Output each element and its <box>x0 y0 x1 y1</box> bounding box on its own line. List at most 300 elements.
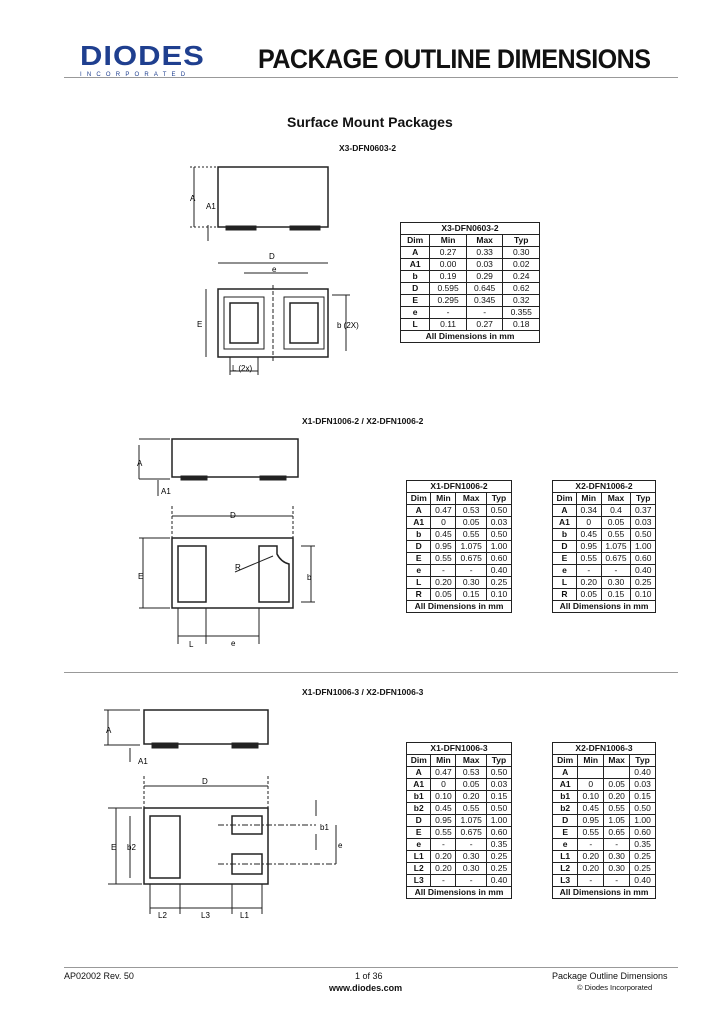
table-header-cell: Typ <box>486 755 511 767</box>
dim-cell: E <box>401 295 430 307</box>
dimension-table-x3-dfn0603-2 <box>400 222 540 343</box>
table-row <box>553 529 656 541</box>
value-cell: 0.47 <box>431 767 456 779</box>
value-cell: 0.55 <box>431 553 456 565</box>
dim-cell: b <box>553 529 577 541</box>
table-footer-row <box>401 331 540 343</box>
drawing-x1-x2-dfn1006-3 <box>100 700 350 922</box>
dim-cell: D <box>407 815 431 827</box>
dim-cell: L <box>401 319 430 331</box>
footer-page-number: 1 of 36 <box>355 971 383 981</box>
table-row <box>553 541 656 553</box>
table-row <box>401 307 540 319</box>
table-row <box>407 875 512 887</box>
logo-text: DIODES <box>80 40 205 72</box>
table-row <box>407 529 512 541</box>
value-cell: 0.50 <box>486 767 511 779</box>
value-cell: 1.05 <box>604 815 630 827</box>
value-cell: 0.03 <box>466 259 503 271</box>
value-cell: 0.20 <box>576 577 601 589</box>
table-title-row <box>401 223 540 235</box>
value-cell: - <box>431 839 456 851</box>
dim-cell: E <box>407 553 431 565</box>
value-cell: 0.47 <box>431 505 456 517</box>
value-cell: 0.295 <box>430 295 467 307</box>
label-L: L (2x) <box>232 364 253 373</box>
dimension-table-x2-dfn1006-2 <box>552 480 656 613</box>
table-title: X2-DFN1006-2 <box>553 481 656 493</box>
value-cell: 0.55 <box>576 553 601 565</box>
value-cell: 0.34 <box>576 505 601 517</box>
value-cell: 0.675 <box>601 553 631 565</box>
table-header-cell: Dim <box>407 755 431 767</box>
value-cell: 0.33 <box>466 247 503 259</box>
dim-cell: L <box>407 577 431 589</box>
value-cell: - <box>604 875 630 887</box>
dim-cell: A1 <box>407 779 431 791</box>
table-row <box>407 517 512 529</box>
footer-website-link[interactable]: www.diodes.com <box>329 983 403 993</box>
value-cell: 0.95 <box>431 815 456 827</box>
dim-cell: A <box>401 247 430 259</box>
table-row <box>553 827 656 839</box>
table-header-cell: Dim <box>553 493 577 505</box>
table-header-cell: Min <box>576 493 601 505</box>
value-cell: 0.02 <box>503 259 540 271</box>
table-row <box>407 851 512 863</box>
table-row <box>553 791 656 803</box>
label-A: A <box>106 726 112 735</box>
label-D: D <box>269 252 275 261</box>
table-header-cell: Min <box>431 493 456 505</box>
package-title-x3-dfn0603-2: X3-DFN0603-2 <box>339 143 397 153</box>
footer-doc-id: AP02002 Rev. 50 <box>64 971 134 981</box>
table-row <box>401 271 540 283</box>
value-cell: - <box>456 839 487 851</box>
value-cell: 0.55 <box>578 827 604 839</box>
table-row <box>553 553 656 565</box>
footer-doc-title: Package Outline Dimensions <box>552 971 668 981</box>
table-row <box>553 505 656 517</box>
section-rule <box>64 672 678 673</box>
value-cell: 0.55 <box>604 803 630 815</box>
table-row <box>553 851 656 863</box>
table-header-row <box>401 235 540 247</box>
table-header-cell: Dim <box>553 755 578 767</box>
value-cell: 0.40 <box>486 875 511 887</box>
value-cell: 0.19 <box>430 271 467 283</box>
value-cell: 0.15 <box>486 791 511 803</box>
value-cell: 0.675 <box>456 827 487 839</box>
value-cell: 0.25 <box>486 851 511 863</box>
label-b: b <box>307 573 312 582</box>
table-title-row <box>407 743 512 755</box>
label-L: L <box>189 640 194 649</box>
table-row <box>553 767 656 779</box>
value-cell: 0.55 <box>456 529 487 541</box>
table-title: X1-DFN1006-2 <box>407 481 512 493</box>
value-cell: 0.29 <box>466 271 503 283</box>
table-row <box>407 815 512 827</box>
value-cell: - <box>431 565 456 577</box>
dim-cell: D <box>407 541 431 553</box>
label-L2: L2 <box>158 911 167 920</box>
value-cell: 0.10 <box>431 791 456 803</box>
value-cell: 0.05 <box>601 517 631 529</box>
page-title: PACKAGE OUTLINE DIMENSIONS <box>258 44 651 74</box>
table-header-cell: Min <box>578 755 604 767</box>
value-cell: 0.25 <box>630 863 656 875</box>
value-cell: 0.345 <box>466 295 503 307</box>
value-cell: 0.05 <box>431 589 456 601</box>
value-cell: 0.25 <box>631 577 656 589</box>
value-cell: 1.075 <box>456 815 487 827</box>
value-cell: 0.45 <box>576 529 601 541</box>
dim-cell: e <box>553 565 577 577</box>
table-row <box>407 577 512 589</box>
value-cell: 0.05 <box>604 779 630 791</box>
label-A1: A1 <box>161 487 171 496</box>
value-cell: 0.65 <box>604 827 630 839</box>
dim-cell: E <box>553 827 578 839</box>
value-cell: 0.30 <box>503 247 540 259</box>
value-cell <box>604 767 630 779</box>
value-cell: 0.50 <box>486 505 511 517</box>
value-cell: 0.60 <box>486 553 511 565</box>
value-cell: 0.675 <box>456 553 487 565</box>
value-cell: 0.24 <box>503 271 540 283</box>
value-cell: 0.55 <box>456 803 487 815</box>
value-cell: 0.20 <box>578 863 604 875</box>
value-cell: 0.95 <box>576 541 601 553</box>
value-cell: - <box>578 875 604 887</box>
value-cell: 0.30 <box>456 851 487 863</box>
value-cell: - <box>576 565 601 577</box>
value-cell: 0.27 <box>430 247 467 259</box>
dim-cell: R <box>407 589 431 601</box>
drawing-x1-x2-dfn1006-2 <box>125 430 325 655</box>
value-cell: - <box>456 875 487 887</box>
dim-cell: L3 <box>553 875 578 887</box>
label-A1: A1 <box>206 202 216 211</box>
dim-cell: b <box>407 529 431 541</box>
table-row <box>407 767 512 779</box>
value-cell: 0.15 <box>601 589 631 601</box>
value-cell: 0.50 <box>630 803 656 815</box>
dim-cell: A1 <box>553 779 578 791</box>
dim-cell: b1 <box>553 791 578 803</box>
label-L1: L1 <box>240 911 249 920</box>
table-title: X1-DFN1006-3 <box>407 743 512 755</box>
table-header-cell: Typ <box>486 493 511 505</box>
value-cell: 0.4 <box>601 505 631 517</box>
value-cell: 0.15 <box>630 791 656 803</box>
value-cell: 0.40 <box>486 565 511 577</box>
value-cell: - <box>466 307 503 319</box>
value-cell: 1.00 <box>631 541 656 553</box>
dim-cell: A1 <box>407 517 431 529</box>
table-footer-row <box>407 601 512 613</box>
dim-cell: D <box>401 283 430 295</box>
table-header-cell: Typ <box>630 755 656 767</box>
value-cell: 0.03 <box>631 517 656 529</box>
value-cell: - <box>431 875 456 887</box>
table-row <box>407 541 512 553</box>
table-row <box>553 803 656 815</box>
value-cell: 0.10 <box>486 589 511 601</box>
table-row <box>401 259 540 271</box>
label-L3: L3 <box>201 911 210 920</box>
value-cell: 0.20 <box>431 851 456 863</box>
value-cell: 0 <box>576 517 601 529</box>
table-row <box>553 779 656 791</box>
value-cell: 0.30 <box>456 863 487 875</box>
table-title: X2-DFN1006-3 <box>553 743 656 755</box>
value-cell: 0.10 <box>578 791 604 803</box>
value-cell: - <box>604 839 630 851</box>
dim-cell: A <box>407 767 431 779</box>
value-cell <box>578 767 604 779</box>
table-header-cell: Max <box>604 755 630 767</box>
value-cell: 0.05 <box>456 517 487 529</box>
value-cell: 0.53 <box>456 767 487 779</box>
value-cell: 0.95 <box>578 815 604 827</box>
table-row <box>553 839 656 851</box>
table-row <box>407 565 512 577</box>
label-E: E <box>197 320 203 329</box>
table-header-cell: Typ <box>503 235 540 247</box>
dim-cell: b2 <box>407 803 431 815</box>
value-cell: 0.45 <box>578 803 604 815</box>
table-header-cell: Max <box>456 755 487 767</box>
label-D: D <box>230 511 236 520</box>
table-row <box>401 295 540 307</box>
table-title-row <box>553 481 656 493</box>
value-cell: 0.25 <box>486 577 511 589</box>
dimension-table-x1-dfn1006-3 <box>406 742 512 899</box>
value-cell: 0.20 <box>456 791 487 803</box>
table-footer: All Dimensions in mm <box>553 601 656 613</box>
value-cell: 0.595 <box>430 283 467 295</box>
table-header-cell: Max <box>601 493 631 505</box>
value-cell: 0.03 <box>486 517 511 529</box>
package-title-x1-x2-dfn1006-2: X1-DFN1006-2 / X2-DFN1006-2 <box>302 416 424 426</box>
value-cell: 0 <box>431 779 456 791</box>
dim-cell: A1 <box>553 517 577 529</box>
value-cell: 0.27 <box>466 319 503 331</box>
table-footer-row <box>553 601 656 613</box>
value-cell: 0.37 <box>631 505 656 517</box>
footer-copyright: © Diodes Incorporated <box>577 983 653 992</box>
label-b2: b2 <box>127 843 136 852</box>
drawing-x3-dfn0603-2 <box>180 155 370 385</box>
dimension-table-x2-dfn1006-3 <box>552 742 656 899</box>
logo-subtext: INCORPORATED <box>80 72 191 78</box>
table-header-cell: Dim <box>401 235 430 247</box>
value-cell: 0.32 <box>503 295 540 307</box>
label-b: b (2X) <box>337 321 359 330</box>
value-cell: 0.40 <box>630 875 656 887</box>
value-cell: 0.20 <box>431 577 456 589</box>
label-e: e <box>338 841 343 850</box>
value-cell: 1.00 <box>630 815 656 827</box>
label-e: e <box>272 265 277 274</box>
value-cell: 1.00 <box>486 815 511 827</box>
table-row <box>407 803 512 815</box>
table-footer-row <box>553 887 656 899</box>
table-row <box>407 589 512 601</box>
dimension-table-x1-dfn1006-2 <box>406 480 512 613</box>
value-cell: 0.20 <box>578 851 604 863</box>
table-footer: All Dimensions in mm <box>407 887 512 899</box>
table-header-cell: Max <box>466 235 503 247</box>
dim-cell: b1 <box>407 791 431 803</box>
table-row <box>407 553 512 565</box>
table-title-row <box>553 743 656 755</box>
table-footer: All Dimensions in mm <box>407 601 512 613</box>
table-row <box>407 779 512 791</box>
table-header-row <box>407 493 512 505</box>
value-cell: 0.60 <box>486 827 511 839</box>
value-cell: 0.03 <box>630 779 656 791</box>
table-header-cell: Dim <box>407 493 431 505</box>
table-row <box>553 577 656 589</box>
dim-cell: b2 <box>553 803 578 815</box>
value-cell: 1.075 <box>601 541 631 553</box>
value-cell: 0.60 <box>631 553 656 565</box>
value-cell: 0.40 <box>631 565 656 577</box>
table-header-cell: Typ <box>631 493 656 505</box>
table-row <box>553 875 656 887</box>
dim-cell: L2 <box>407 863 431 875</box>
dim-cell: e <box>407 565 431 577</box>
header-rule <box>64 77 678 78</box>
table-row <box>401 247 540 259</box>
table-header-row <box>407 755 512 767</box>
value-cell: 0.35 <box>630 839 656 851</box>
table-row <box>553 815 656 827</box>
value-cell: 0.05 <box>456 779 487 791</box>
value-cell: 0.50 <box>486 529 511 541</box>
table-header-row <box>553 493 656 505</box>
dim-cell: D <box>553 541 577 553</box>
table-header-cell: Min <box>431 755 456 767</box>
value-cell: 0.60 <box>630 827 656 839</box>
value-cell: 0.15 <box>456 589 487 601</box>
table-title-row <box>407 481 512 493</box>
dim-cell: D <box>553 815 578 827</box>
value-cell: 0.20 <box>431 863 456 875</box>
dim-cell: L3 <box>407 875 431 887</box>
section-title: Surface Mount Packages <box>287 114 453 130</box>
table-header-row <box>553 755 656 767</box>
value-cell: 0 <box>578 779 604 791</box>
table-row <box>407 863 512 875</box>
value-cell: 0.53 <box>456 505 487 517</box>
table-row <box>407 827 512 839</box>
value-cell: 0.95 <box>431 541 456 553</box>
dim-cell: R <box>553 589 577 601</box>
table-header-cell: Max <box>456 493 487 505</box>
label-R: R <box>235 563 241 572</box>
label-E: E <box>111 843 117 852</box>
package-title-x1-x2-dfn1006-3: X1-DFN1006-3 / X2-DFN1006-3 <box>302 687 424 697</box>
value-cell: 0.55 <box>601 529 631 541</box>
value-cell: 0.50 <box>631 529 656 541</box>
label-b1: b1 <box>320 823 329 832</box>
value-cell: 0.40 <box>630 767 656 779</box>
value-cell: 0.50 <box>486 803 511 815</box>
table-row <box>401 283 540 295</box>
value-cell: 0.11 <box>430 319 467 331</box>
dim-cell: L <box>553 577 577 589</box>
table-footer: All Dimensions in mm <box>553 887 656 899</box>
table-row <box>407 839 512 851</box>
table-row <box>407 791 512 803</box>
dim-cell: e <box>553 839 578 851</box>
dim-cell: E <box>407 827 431 839</box>
label-A: A <box>137 459 143 468</box>
label-D: D <box>202 777 208 786</box>
value-cell: 0.30 <box>604 863 630 875</box>
footer-rule <box>64 967 678 968</box>
value-cell: 0.30 <box>604 851 630 863</box>
dim-cell: e <box>401 307 430 319</box>
table-row <box>407 505 512 517</box>
value-cell: 0.05 <box>576 589 601 601</box>
dim-cell: L1 <box>553 851 578 863</box>
table-footer-row <box>407 887 512 899</box>
table-row <box>553 517 656 529</box>
diodes-logo <box>80 40 205 80</box>
value-cell: - <box>456 565 487 577</box>
label-A: A <box>190 194 196 203</box>
dim-cell: A <box>553 505 577 517</box>
value-cell: 0.35 <box>486 839 511 851</box>
value-cell: 0.03 <box>486 779 511 791</box>
value-cell: 0.00 <box>430 259 467 271</box>
value-cell: 1.075 <box>456 541 487 553</box>
value-cell: 0 <box>431 517 456 529</box>
dim-cell: A <box>553 767 578 779</box>
label-A1: A1 <box>138 757 148 766</box>
value-cell: - <box>601 565 631 577</box>
dim-cell: A <box>407 505 431 517</box>
table-row <box>553 589 656 601</box>
dim-cell: e <box>407 839 431 851</box>
table-row <box>401 319 540 331</box>
value-cell: 0.645 <box>466 283 503 295</box>
value-cell: 0.62 <box>503 283 540 295</box>
dim-cell: L1 <box>407 851 431 863</box>
dim-cell: E <box>553 553 577 565</box>
value-cell: 0.10 <box>631 589 656 601</box>
dim-cell: A1 <box>401 259 430 271</box>
value-cell: 0.30 <box>601 577 631 589</box>
table-row <box>553 863 656 875</box>
value-cell: - <box>578 839 604 851</box>
value-cell: 1.00 <box>486 541 511 553</box>
value-cell: 0.55 <box>431 827 456 839</box>
label-E: E <box>138 572 144 581</box>
table-row <box>553 565 656 577</box>
table-title: X3-DFN0603-2 <box>401 223 540 235</box>
value-cell: 0.25 <box>630 851 656 863</box>
table-footer: All Dimensions in mm <box>401 331 540 343</box>
value-cell: 0.20 <box>604 791 630 803</box>
value-cell: 0.355 <box>503 307 540 319</box>
dim-cell: b <box>401 271 430 283</box>
